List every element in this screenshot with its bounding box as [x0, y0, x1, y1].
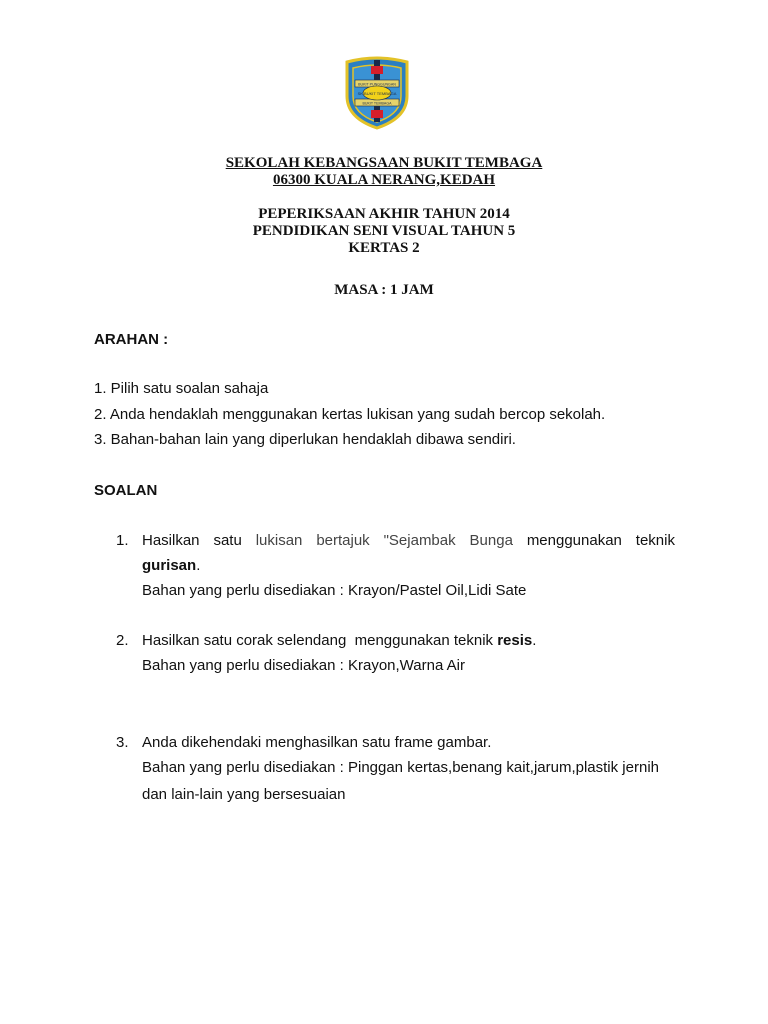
crest-ribbon-bottom: BUKIT TEMBAGA — [362, 101, 392, 106]
q1-word: "Sejambak — [383, 532, 456, 549]
questions-heading: SOALAN — [94, 482, 158, 499]
q1-word: teknik — [635, 532, 675, 549]
subject-title: PENDIDIKAN SENI VISUAL TAHUN 5 — [252, 223, 516, 239]
crest-ribbon-top: BUKIT PUNGGUNGAN — [358, 82, 396, 87]
instruction-item-2: 2. Anda hendaklah menggunakan kertas lukisan yang sudah bercop sekolah. — [94, 406, 606, 423]
question-1-technique — [142, 557, 200, 575]
school-address: 06300 KUALA NERANG,KEDAH — [272, 172, 496, 188]
q1-word: satu — [213, 532, 242, 549]
question-2-number: 2. — [116, 632, 129, 649]
question-1-number: 1. — [116, 532, 129, 549]
q1-word: bertajuk — [316, 532, 370, 549]
q1-word: lukisan — [255, 532, 303, 549]
q1-word: menggunakan — [526, 532, 622, 549]
school-name: SEKOLAH KEBANGSAAN BUKIT TEMBAGA — [225, 155, 543, 171]
q2-end: . — [532, 632, 537, 649]
q2-text: Hasilkan satu corak selendang menggunakan teknik — [142, 632, 498, 649]
school-crest-icon — [343, 56, 411, 130]
instructions-heading: ARAHAN : — [94, 331, 169, 348]
q1-word: Hasilkan — [142, 532, 200, 549]
question-3-materials-cont: dan lain-lain yang bersesuaian — [142, 786, 346, 803]
question-3-materials: Bahan yang perlu disediakan : Pinggan kertas,benang kait,jarum,plastik jernih — [142, 759, 659, 776]
question-1-materials: Bahan yang perlu disediakan : Krayon/Pastel Oil,Lidi Sate — [142, 582, 527, 599]
instruction-item-1: 1. Pilih satu soalan sahaja — [94, 380, 269, 397]
exam-duration: MASA : 1 JAM — [334, 282, 434, 298]
q1-word: Bunga — [469, 532, 513, 549]
q1-technique-bold: gurisan — [142, 557, 197, 574]
question-1-line — [142, 532, 675, 550]
question-2-materials: Bahan yang perlu disediakan : Krayon,Warna Air — [142, 657, 465, 674]
question-2-text — [142, 632, 536, 650]
exam-title: PEPERIKSAAN AKHIR TAHUN 2014 — [258, 206, 510, 222]
instruction-item-3: 3. Bahan-bahan lain yang diperlukan hendaklah dibawa sendiri. — [94, 431, 516, 448]
q1-technique-end: . — [196, 557, 201, 574]
crest-center-text: SK BUKIT TEMBAGA — [357, 91, 397, 96]
q2-technique-bold: resis — [497, 632, 533, 649]
paper-title: KERTAS 2 — [348, 240, 420, 256]
question-3-text: Anda dikehendaki menghasilkan satu frame gambar. — [142, 734, 492, 751]
question-3-number: 3. — [116, 734, 129, 751]
